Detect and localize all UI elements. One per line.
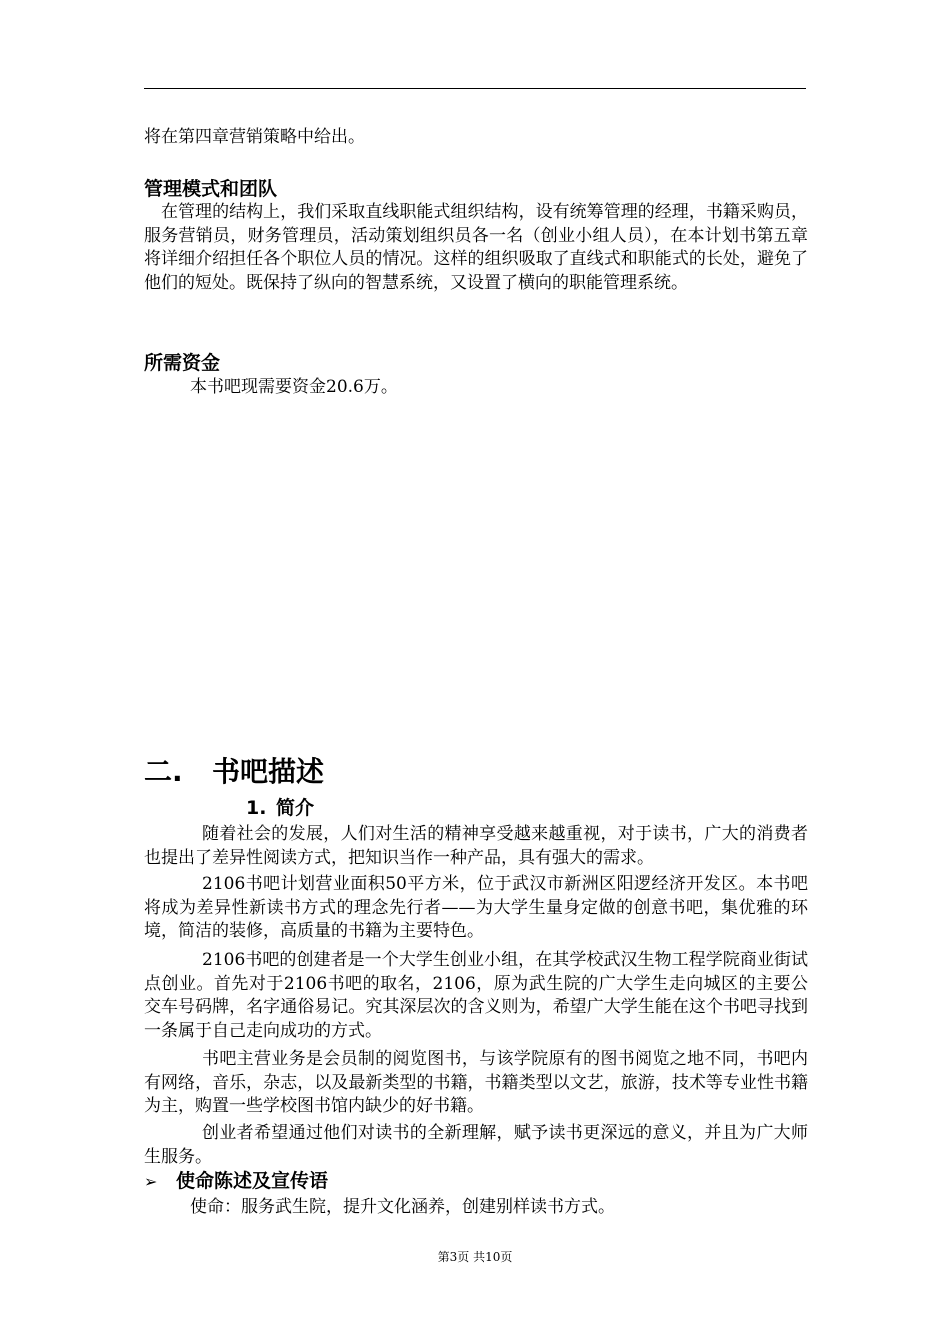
mission-heading-text: 使命陈述及宣传语 bbox=[176, 1170, 329, 1192]
management-heading: 管理模式和团队 bbox=[144, 178, 278, 200]
chapter-number: 二. bbox=[144, 755, 183, 788]
continuation-text: 将在第四章营销策略中给出。 bbox=[144, 127, 365, 147]
arrow-bullet-icon: ➢ bbox=[144, 1172, 158, 1191]
intro-paragraph: 创业者希望通过他们对读书的全新理解，赋予读书更深远的意义，并且为广大师生服务。 bbox=[144, 1123, 808, 1167]
funding-heading: 所需资金 bbox=[144, 352, 221, 374]
header-rule bbox=[144, 88, 806, 89]
management-body: 在管理的结构上，我们采取直线职能式组织结构，设有统筹管理的经理，书籍采购员，服务营销员，财务管理员，活动策划组织员各一名（创业小组人员），在本计划书第五章将详细介绍担任各个职位人员的情况。这样的组织吸取了直线式和职能式的长处，避免了他们的短处。既保持了纵向的智慧系统，又设置了横向的职能管理系统。 bbox=[144, 202, 808, 293]
page-footer: 第3页 共10页 bbox=[437, 1250, 513, 1264]
intro-paragraph: 2106书吧计划营业面积50平方米，位于武汉市新洲区阳逻经济开发区。本书吧将成为差异性新读书方式的理念先行者——为大学生量身定做的创意书吧，集优雅的环境，简洁的装修，高质量的书籍为主要特色。 bbox=[144, 874, 808, 941]
intro-paragraph: 2106书吧的创建者是一个大学生创业小组，在其学校武汉生物工程学院商业街试点创业。首先对于2106书吧的取名，2106，原为武生院的广大学生走向城区的主要公交车号码牌，名字通俗易记。究其深层次的含义则为，希望广大学生能在这个书吧寻找到一条属于自己走向成功的方式。 bbox=[144, 950, 808, 1041]
funding-body: 本书吧现需要资金20.6万。 bbox=[190, 377, 398, 397]
subsection-heading bbox=[246, 796, 314, 820]
chapter-heading bbox=[144, 755, 324, 789]
mission-heading bbox=[144, 1169, 328, 1194]
intro-paragraph: 随着社会的发展，人们对生活的精神享受越来越重视，对于读书，广大的消费者也提出了差异性阅读方式，把知识当作一种产品，具有强大的需求。 bbox=[144, 824, 808, 868]
mission-body: 使命：服务武生院，提升文化涵养，创建别样读书方式。 bbox=[190, 1197, 615, 1217]
subsection-title: 简介 bbox=[276, 797, 315, 819]
chapter-title: 书吧描述 bbox=[212, 755, 325, 788]
subsection-number: 1. bbox=[246, 797, 267, 819]
intro-paragraph: 书吧主营业务是会员制的阅览图书，与该学院原有的图书阅览之地不同，书吧内有网络，音乐，杂志，以及最新类型的书籍，书籍类型以文艺，旅游，技术等专业性书籍为主，购置一些学校图书馆内缺少的好书籍。 bbox=[144, 1049, 808, 1116]
